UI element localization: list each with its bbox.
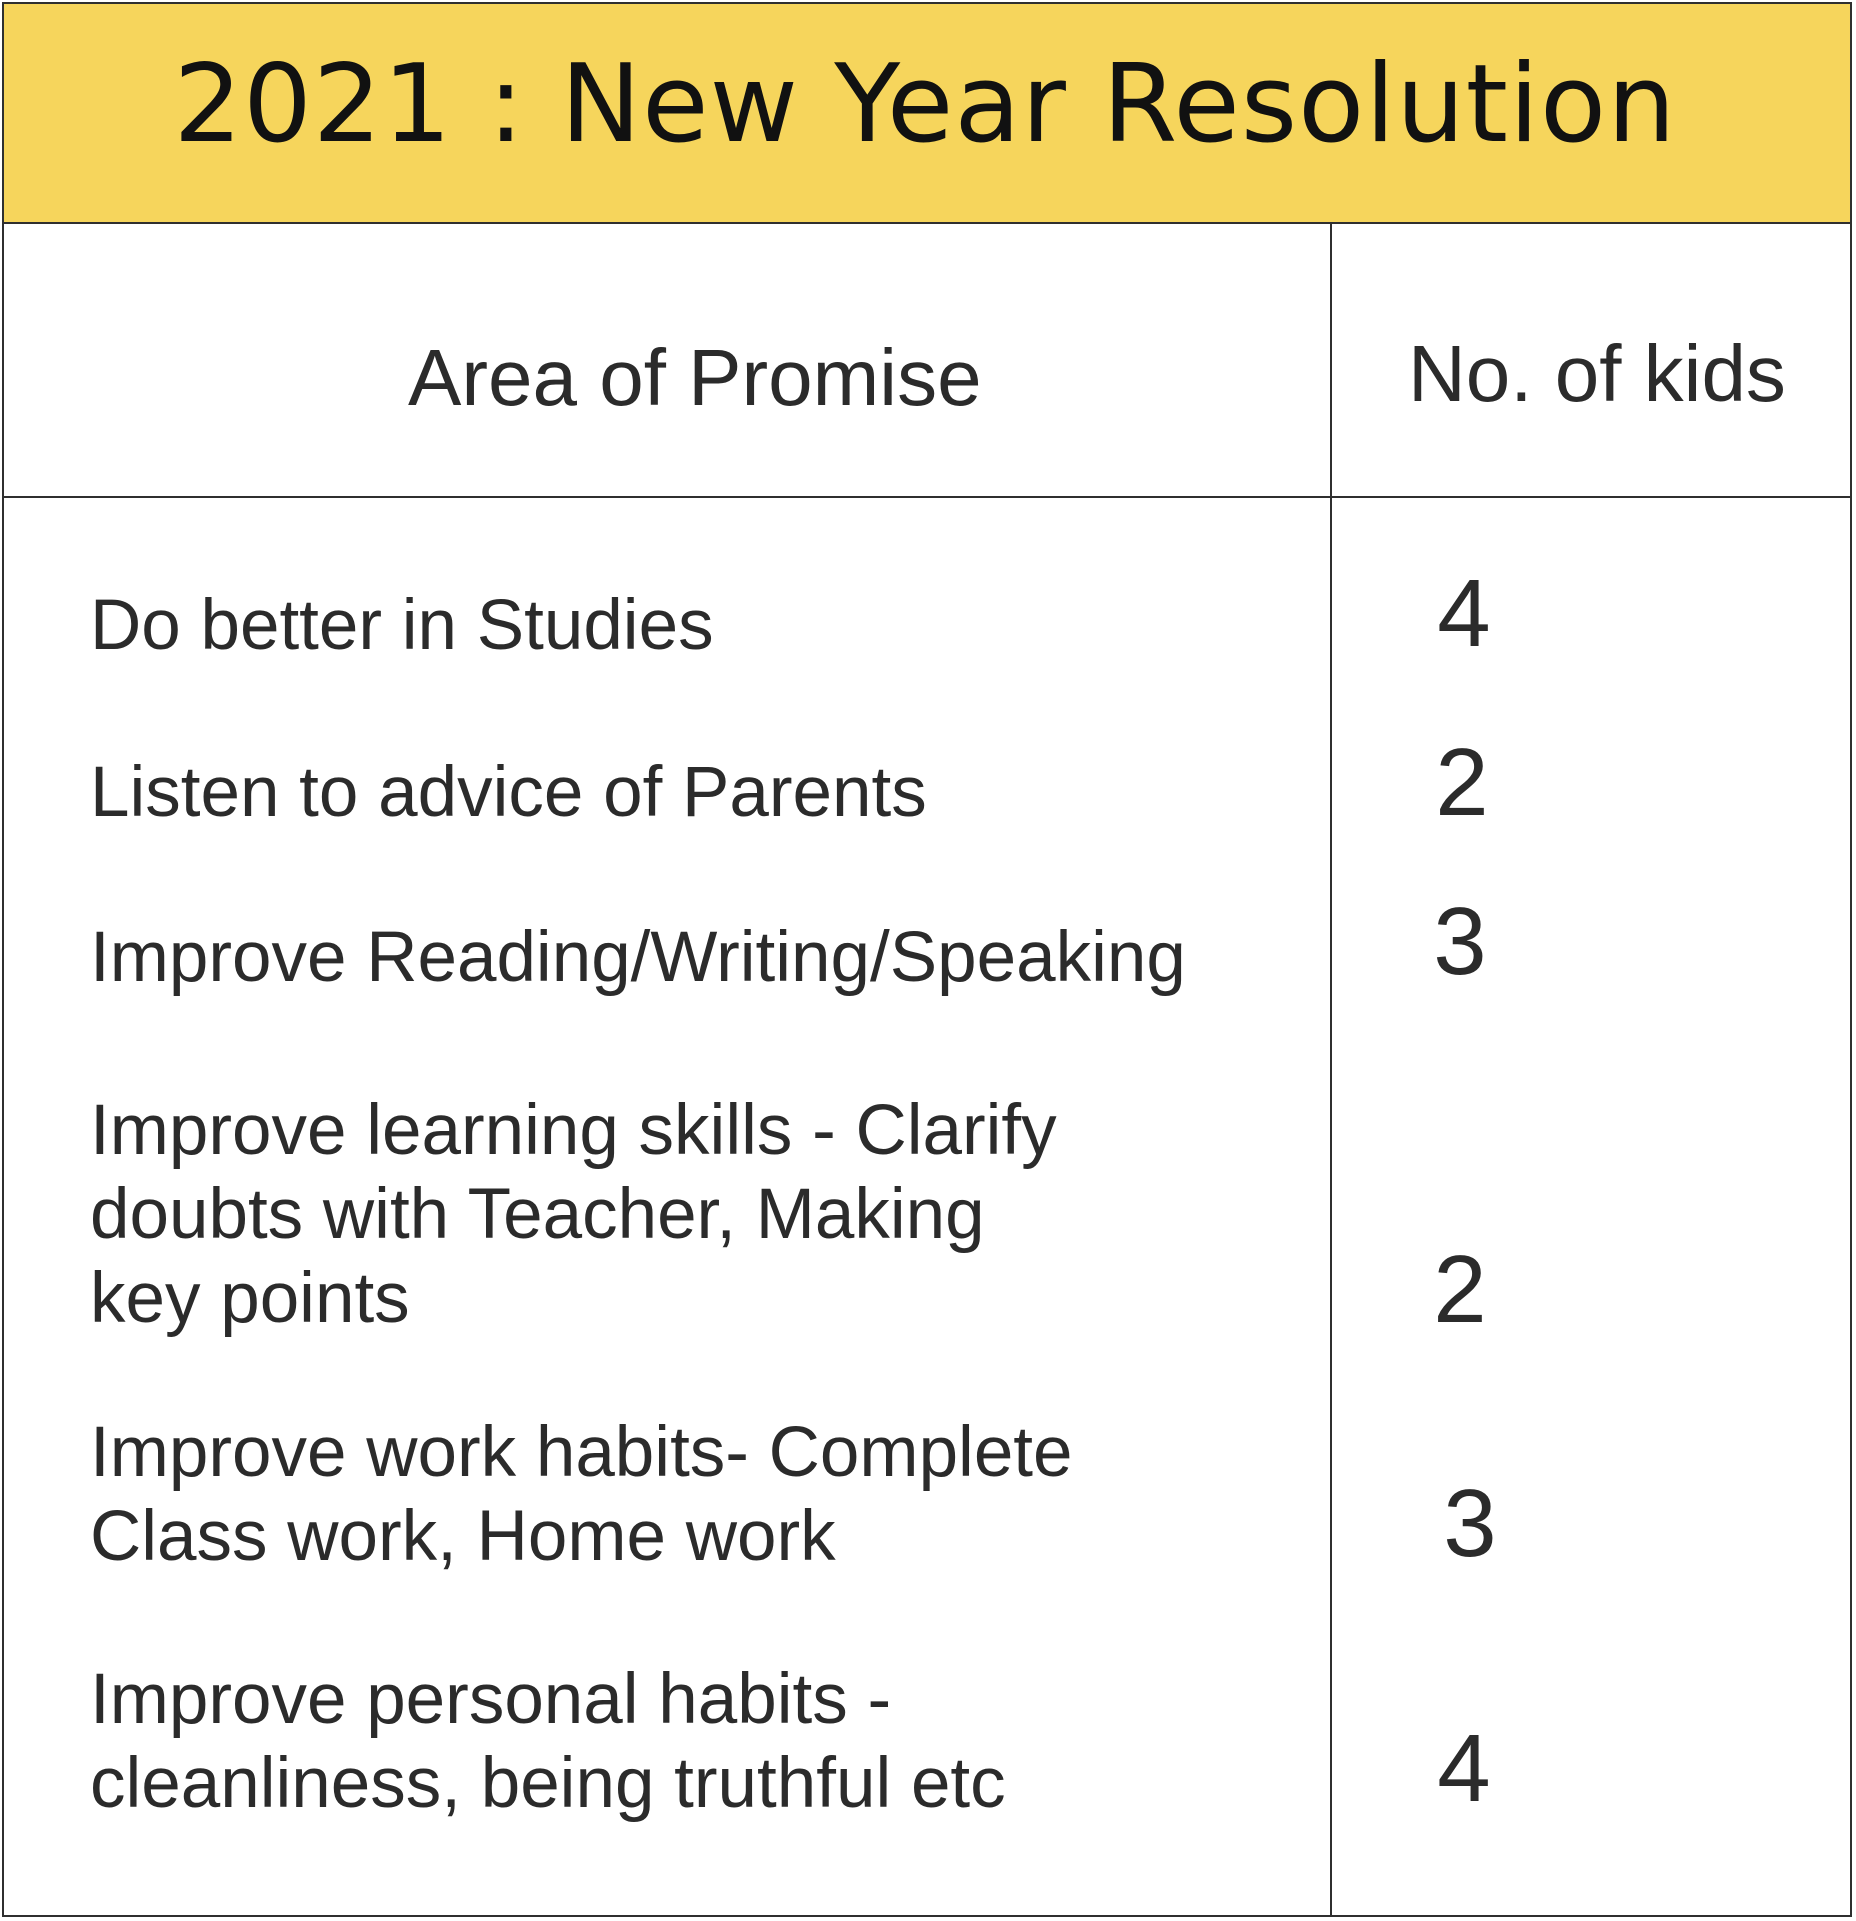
row-label: Improve personal habits - cleanliness, being truthful etc: [90, 1660, 1006, 1823]
row-label: Improve work habits- Complete Class work, Home work: [90, 1413, 1073, 1576]
column-header-kids: No. of kids: [1408, 329, 1786, 418]
row-value: 2: [1435, 729, 1489, 836]
title-bar: [4, 4, 1850, 224]
row-value: 4: [1437, 1715, 1491, 1822]
row-value: 4: [1437, 560, 1491, 667]
row-value: 3: [1433, 888, 1487, 995]
column-header-area: Area of Promise: [408, 333, 982, 422]
row-value: 2: [1433, 1236, 1487, 1343]
row-value: 3: [1443, 1470, 1497, 1577]
row-label: Listen to advice of Parents: [90, 753, 927, 832]
header-divider: [4, 496, 1850, 498]
row-label: Improve Reading/Writing/Speaking: [90, 918, 1186, 997]
column-divider: [1330, 224, 1332, 1915]
table-frame: [2, 2, 1852, 1917]
row-label: Improve learning skills - Clarify doubts with Teacher, Making key points: [90, 1091, 1057, 1338]
row-label: Do better in Studies: [90, 586, 714, 665]
table-title: 2021 : New Year Resolution: [173, 41, 1677, 167]
